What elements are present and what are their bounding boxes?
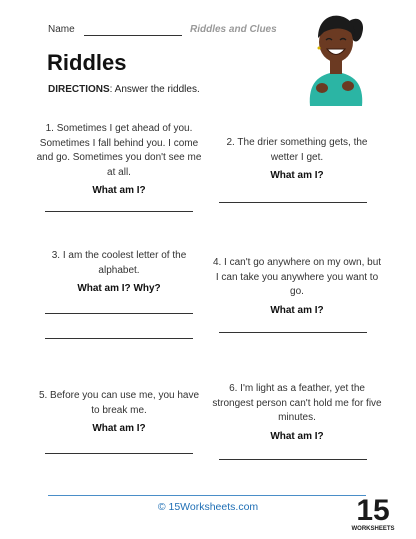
riddle-1 [34, 122, 204, 199]
riddle-prompt: What am I? [270, 170, 324, 181]
footer-divider [48, 495, 366, 496]
riddle-prompt: What am I? [270, 304, 324, 316]
riddle-question: 4. I can't go anywhere on my own, but I can take you anywhere you want to go. [212, 257, 382, 297]
name-blank [84, 35, 182, 36]
directions-label: DIRECTIONS [48, 84, 110, 95]
riddle-question: 3. I am the coolest letter of the alphabet. [51, 250, 187, 276]
riddle-prompt: What am I? Why? [77, 283, 161, 294]
directions [48, 84, 200, 95]
logo-number: 15 [356, 494, 390, 527]
answer-line[interactable] [219, 332, 367, 333]
answer-line[interactable] [45, 313, 193, 314]
laughing-girl-illustration [296, 8, 376, 106]
page-title: Riddles [47, 50, 127, 75]
answer-line[interactable] [219, 202, 367, 203]
riddle-3 [34, 249, 204, 297]
logo-text: WORKSHEETS [351, 526, 395, 532]
riddle-question: 1. Sometimes I get ahead of you. Sometimes I fall behind you. I come and go. Sometimes you don't see me at all. [36, 123, 202, 178]
riddle-prompt: What am I? [92, 423, 146, 434]
riddle-6 [212, 382, 382, 444]
riddle-4 [212, 256, 382, 318]
riddle-2 [212, 136, 382, 184]
riddle-question: 6. I'm light as a feather, yet the strongest person can't hold me for five minutes. [212, 383, 382, 423]
answer-line[interactable] [45, 338, 193, 339]
riddle-prompt: What am I? [270, 430, 324, 442]
name-label: Name [48, 24, 75, 35]
answer-line[interactable] [45, 211, 193, 212]
riddle-question: 2. The drier something gets, the wetter I get. [226, 137, 368, 163]
answer-line[interactable] [45, 453, 193, 454]
riddle-question: 5. Before you can use me, you have to break me. [38, 390, 200, 416]
15worksheets-logo [350, 487, 396, 533]
riddle-prompt: What am I? [92, 185, 146, 196]
riddle-5 [34, 389, 204, 437]
footer-copyright[interactable]: © 15Worksheets.com [157, 501, 259, 513]
directions-text: : Answer the riddles. [109, 84, 200, 95]
subject-label: Riddles and Clues [190, 24, 277, 35]
answer-line[interactable] [219, 459, 367, 460]
